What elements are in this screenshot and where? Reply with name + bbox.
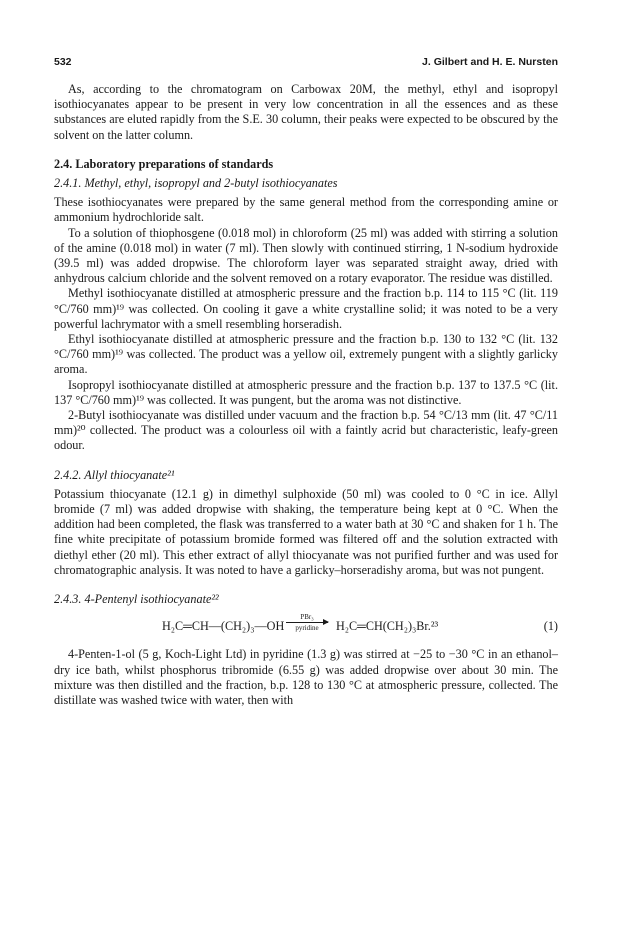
section-number: 2.4. [54, 156, 73, 171]
page-number: 532 [54, 56, 72, 68]
running-header [54, 56, 558, 72]
running-authors: J. Gilbert and H. E. Nursten [422, 56, 558, 68]
paragraph: 2-Butyl isothiocyanate was distilled under vacuum and the fraction b.p. 54 °C/13 mm (lit. 47 °C/11 mm)²⁰ collected. The product was a colourless oil with a faintly acrid but characteristic, leafy-green odour. [54, 408, 558, 453]
subsection-heading-2-4-3 [54, 592, 558, 607]
reaction-equation [54, 613, 558, 641]
subsection-title: Allyl thiocyanate²¹ [84, 467, 175, 482]
arrow-icon [286, 622, 328, 623]
arrow-solvent: pyridine [295, 624, 319, 633]
equation-product: H₂C═CH(CH₂)₃Br.²³ [336, 619, 439, 634]
subsection-title: Methyl, ethyl, isopropyl and 2-butyl isothiocyanates [84, 176, 338, 191]
paragraph: 4-Penten-1-ol (5 g, Koch-Light Ltd) in pyridine (1.3 g) was stirred at −25 to −30 °C in an ethanol–dry ice bath, whilst phosphorus tribromide (6.55 g) was added dropwise over about 30 min. The mixture was then distilled and the fraction, b.p. 128 to 130 °C at atmospheric pressure, collected. The distillate was washed twice with water, then with [54, 647, 558, 707]
equation-number: (1) [543, 619, 558, 634]
reaction-arrow [286, 613, 328, 632]
intro-paragraph: As, according to the chromatogram on Carbowax 20M, the methyl, ethyl and isopropyl isothiocyanates appear to be present in very low concentration in all the essences and as these substances are eluted rapidly from the S.E. 30 column, their peaks were expected to be obscured by the solvent on the latter column. [54, 82, 558, 142]
subsection-heading-2-4-2 [54, 468, 558, 483]
paragraph: Isopropyl isothiocyanate distilled at atmospheric pressure and the fraction b.p. 137 to 137.5 °C (lit. 137 °C/760 mm)¹⁹ was collected. It was pungent, but the aroma was not distinctive. [54, 377, 558, 407]
equation-reactant: H₂C═CH—(CH₂)₃—OH [162, 619, 285, 634]
section-title: Laboratory preparations of standards [75, 156, 274, 171]
paragraph: These isothiocyanates were prepared by the same general method from the corresponding amine or ammonium hydrochloride salt. [54, 195, 558, 225]
paragraph: To a solution of thiophosgene (0.018 mol) in chloroform (25 ml) was added with stirring a solution of the amine (0.018 mol) in water (7 ml). Then slowly with continued stirring, 1 N-sodium hydroxide (39.5 ml) was added dropwise. The chloroform layer was separated straight away, dried with anhydrous calcium chloride and the solvent removed on a rotary evaporator. The residue was distilled. [54, 225, 558, 286]
paragraph: Ethyl isothiocyanate distilled at atmospheric pressure and the fraction b.p. 130 to 132 °C (lit. 132 °C/760 mm)¹⁹ was collected. The product was a yellow oil, extremely pungent with a slightly garlicky aroma. [54, 332, 558, 377]
paragraph: Potassium thiocyanate (12.1 g) in dimethyl sulphoxide (50 ml) was cooled to 0 °C in ice. Allyl bromide (7 ml) was added dropwise with shaking, the temperature being kept at 0 °C. When the addition had been completed, the flask was transferred to a water bath at 30 °C and shaken for 1 h. The fine white precipitate of potassium bromide formed was filtered off and the solution extracted with diethyl ether (20 ml). This ether extract of allyl thiocyanate was not purified further and was used for chromatographic analysis. It was noted to have a garlicky–horseradishy aroma, but was not pungent. [54, 486, 558, 577]
subsection-title: 4-Pentenyl isothiocyanate²² [84, 592, 219, 607]
subsection-number: 2.4.3. [54, 592, 82, 607]
section-heading [54, 157, 558, 172]
subsection-number: 2.4.2. [54, 467, 82, 482]
paragraph: Methyl isothiocyanate distilled at atmospheric pressure and the fraction b.p. 114 to 115 °C (lit. 119 °C/760 mm)¹⁹ was collected. On cooling it gave a white crystalline solid; it was noted to be a very powerful lachrymator with a smell resembling horseradish. [54, 286, 558, 331]
subsection-number: 2.4.1. [54, 176, 82, 191]
article-body [54, 82, 558, 708]
subsection-heading-2-4-1 [54, 176, 558, 191]
arrow-reagent: PBr₃ [300, 613, 314, 622]
